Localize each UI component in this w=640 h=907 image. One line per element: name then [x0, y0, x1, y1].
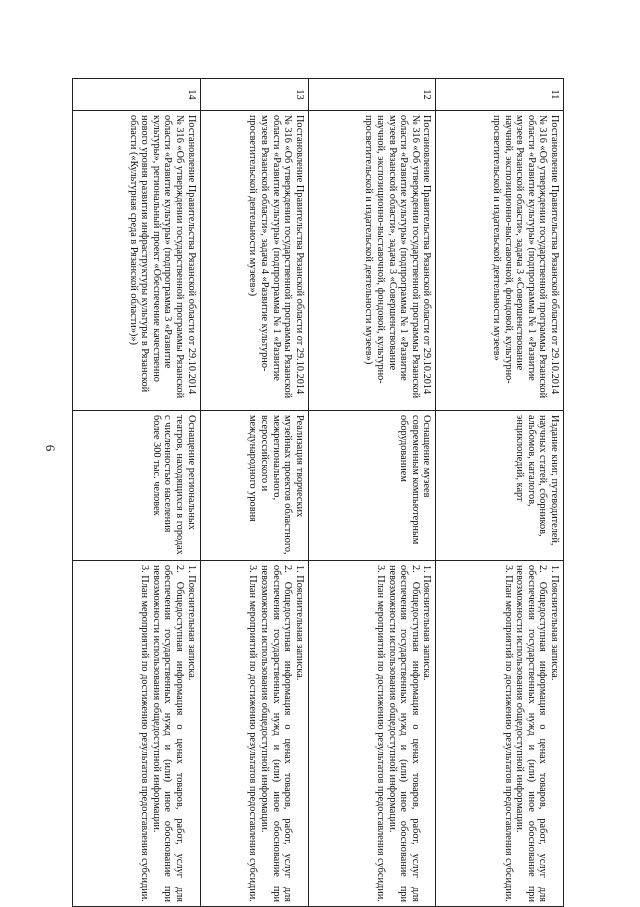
table-row: [73, 79, 201, 907]
table-row: [308, 79, 436, 907]
legal-basis-cell: Постановление Правительства Рязанской области от 29.10.2014 № 316 «Об утверждении государственной программы Рязанской области «Развитие культуры» (подпрограмма № 1 «Развитие музеев Рязанской области», задача 3 «Совершенствование научной, экспозиционно-выставочной, фондовой, культурно-просветительской и издательской деятельности музеев»): [308, 111, 436, 411]
document-item: 3. План мероприятий по достижению результатов предоставления субсидии.: [375, 565, 387, 902]
rotated-table-wrapper: [72, 78, 564, 906]
document-item: 2. Общедоступная информация о ценах товаров, работ, услуг для обеспечения государственных нужд и (или) иное обоснование при невозможности использования общедоступной информации.: [259, 565, 294, 902]
row-number-cell: 11: [436, 79, 564, 111]
document-item: 2. Общедоступная информация о ценах товаров, работ, услуг для обеспечения государственных нужд и (или) иное обоснование при невозможности использования общедоступной информации.: [150, 565, 185, 902]
document-item: 1. Пояснительная записка.: [185, 565, 197, 681]
legal-basis-cell: Постановление Правительства Рязанской области от 29.10.2014 № 316 «Об утверждении государственной программы Рязанской области «Развитие культуры» (подпрограмма № 1 «Развитие музеев Рязанской области», задача 3 «Совершенствование научной, экспозиционно-выставочной, фондовой, культурно-просветительской и издательской деятельности музеев»: [436, 111, 564, 411]
activity-cell: Оснащение региональных театров, находящихся в городах с численностью населения более 300 тыс. человек: [73, 411, 201, 561]
row-number-cell: 12: [308, 79, 436, 111]
document-item: 3. План мероприятий по достижению результатов предоставления субсидии.: [139, 565, 151, 902]
table-row: [200, 79, 308, 907]
page-number: 6: [43, 444, 58, 452]
document-item: 3. План мероприятий по достижению результатов предоставления субсидии.: [247, 565, 259, 902]
documents-cell: [436, 561, 564, 907]
row-number-cell: 14: [73, 79, 201, 111]
table-row: [436, 79, 564, 907]
document-item: 2. Общедоступная информация о ценах товаров, работ, услуг для обеспечения государственных нужд и (или) иное обоснование при невозможности использования общедоступной информации.: [514, 565, 549, 902]
documents-cell: [200, 561, 308, 907]
documents-cell: [308, 561, 436, 907]
activity-cell: Оснащение музеев современным компьютерным оборудованием: [308, 411, 436, 561]
legal-basis-cell: Постановление Правительства Рязанской области от 29.10.2014 № 316 «Об утверждении государственной программы Рязанской области «Развитие культуры» (подпрограмма 3 «Развитие культуры», региональный проект «Обеспечение качественно нового уровня развития инфраструктуры культуры в Рязанской области («Культурная среда в Рязанской области»)»): [73, 111, 201, 411]
legal-basis-cell: Постановление Правительства Рязанской области от 29.10.2014 № 316 «Об утверждении государственной программы Рязанской области «Развитие культуры» (подпрограмма № 1 «Развитие музеев Рязанской области», задача 4 «Развитие культурно-просветительской деятельности музеев»): [200, 111, 308, 411]
document-item: 1. Пояснительная записка.: [549, 565, 560, 681]
activity-cell: Реализация творческих музейных проектов областного, межрегионального, всероссийского и международного уровня: [200, 411, 308, 561]
document-item: 2. Общедоступная информация о ценах товаров, работ, услуг для обеспечения государственных нужд и (или) иное обоснование при невозможности использования общедоступной информации.: [386, 565, 421, 902]
row-number-cell: 13: [200, 79, 308, 111]
activity-cell: Издание книг, путеводителей, научных статей, сборников, альбомов, каталогов, энциклопедий, карт: [436, 411, 564, 561]
document-item: 3. План мероприятий по достижению результатов предоставления субсидии.: [502, 565, 514, 902]
document-item: 1. Пояснительная записка.: [293, 565, 305, 681]
document-item: 1. Пояснительная записка.: [421, 565, 433, 681]
documents-cell: [73, 561, 201, 907]
subsidy-documents-table: [72, 78, 564, 907]
